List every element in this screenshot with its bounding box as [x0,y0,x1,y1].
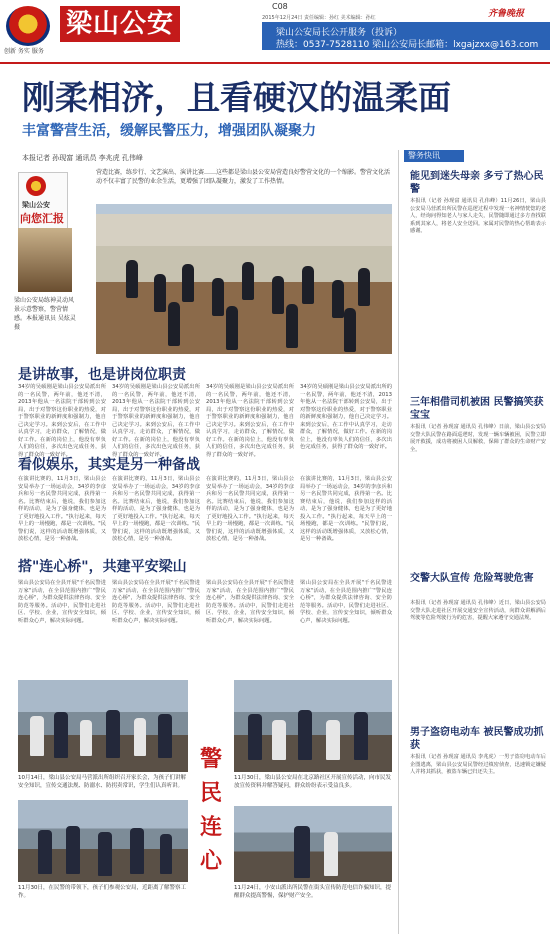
badge-icon [26,176,46,196]
photo-caption-2: 11月30日，梁山县公安局在北京路社区开展宣传活动，向市民发放宣传资料并解答疑问，群众纷纷表示受益良多。 [234,775,391,789]
subheadline: 丰富警营生活，缓解民警压力，增强团队凝聚力 [22,123,316,139]
masthead-info: 2015年12月24日 责任编辑：孙红 美术编辑：孙红 [262,15,376,21]
page-code: C08 [272,2,288,11]
byline: 本报记者 孙现富 通讯员 李兆虎 孔伟峰 [22,154,143,162]
section-logo: 梁山公安 [60,6,180,42]
newspaper-brand: 齐鲁晚报 [488,9,525,19]
section-text-3d: 梁山县公安局在全县开展"千名民警进万家"活动，在全县范围内推广"警民连心桥"，为群众提供法律咨询、安全防范等服务。活动中，民警们走进社区、学校、企业，宣传安全知识，倾听群众心声，解决实际问题。 [300,580,392,624]
section-text-2b: 在演讲比赛的，11月3日，梁山县公安局举办了一场运动会，34岁的李彦兵和另一名民警共同完成，获得第一名。比赛结束后，他说，我们参加这样的活动，是为了强身健体，也是为了更好地投入工作。"执行起来，每天早上的一场慢跑，都是一次训练。"民警们说，这样的活动既增强体质，又放松心情，是另一种备战。 [112,476,200,542]
sidebar-photo [18,228,72,292]
photo-caption-4: 11月30日，在民警的带领下，孩子们参观公安局，近距离了解警察工作。 [18,885,186,899]
slogan-char-3: 连 [199,814,222,840]
photo-street-campaign [234,806,392,882]
news-title-3: 交警大队宣传 危险驾驶危害 [410,573,534,584]
news-text-4: 本报讯（记者 孙现富 通讯员 李兆虎）一男子盗窃电动车后企图逃离，梁山县公安局民警经过缜密侦查，迅速锁定嫌疑人并将其抓获，被盗车辆已归还失主。 [410,754,546,775]
slogan-char-1: 警 [199,746,222,772]
photo-community-event [234,680,392,772]
news-text-3: 本报讯（记者 孙现富 通讯员 孔伟峰）近日，梁山县公安局交警大队走进社区开展交通安全宣传活动，向群众讲解酒后驾驶等危险驾驶行为的危害，提醒大家遵守交通法规。 [410,600,546,621]
section-text-1a: 34岁的吴硕刚是梁山县公安局派出所的一名民警，两年前，他还不清，2013年他从一名法院干部转到公安局，出于对警察这份职业的热爱，对于警察职业的新鲜度和强制力，他自己决定学习。来到公安后，在工作中认真学习，走访群众，了解情况，做好工作。在新的岗位上，他没有辜负人们的信任，多次出色完成任务，获得了群众的一致好评。 [18,384,106,458]
section-text-1c: 34岁的吴硕刚是梁山县公安局派出所的一名民警，两年前，他还不清，2013年他从一名法院干部转到公安局，出于对警察这份职业的热爱，对于警察职业的新鲜度和强制力，他自己决定学习。来到公安后，在工作中认真学习，走访群众，了解情况，做好工作。在新的岗位上，他没有辜负人们的信任，多次出色完成任务，获得了群众的一致好评。 [206,384,294,458]
photo-caption-3: 11月24日，小安山派出所民警在街头宣传防范电信诈骗知识，提醒群众提高警惕，保护财产安全。 [234,885,391,899]
section-title-1: 是讲故事，也是讲岗位职责 [18,367,186,383]
column-divider [398,150,399,934]
photo-family-school [18,680,188,772]
sidebar-caption: 梁山公安局练神灵动风景示意警察，警营情感。本报通讯员 吴炫灵 摄 [14,297,76,331]
hotline-line2: 热线：0537-7528110 梁山公安局长邮箱：lxgajzxx@163.com [276,40,539,50]
hotline-bar [262,22,550,50]
section-text-2a: 在演讲比赛的，11月3日，梁山县公安局举办了一场运动会，34岁的李彦兵和另一名民警共同完成，获得第一名。比赛结束后，他说，我们参加这样的活动，是为了强身健体，也是为了更好地投入工作。"执行起来，每天早上的一场慢跑，都是一次训练。"民警们说，这样的活动既增强体质，又放松心情，是另一种备战。 [18,476,106,542]
news-text-2: 本报讯（记者 孙现富 通讯员 孔伟峰）日前，梁山县公安局交警大队民警在路面巡逻时，发现一辆车辆被困，民警立即展开救援，成功将被困人员解救，保障了群众的生命财产安全。 [410,424,546,453]
sidebar-subtitle: 向您汇报 [20,212,64,225]
section-text-2d: 在演讲比赛的，11月3日，梁山县公安局举办了一场运动会，34岁的李彦兵和另一名民警共同完成，获得第一名。比赛结束后，他说，我们参加这样的活动，是为了强身健体，也是为了更好地投入工作。"执行起来，每天早上的一场慢跑，都是一次训练。"民警们说，这样的活动既增强体质，又放松心情，是另一种备战。 [300,476,392,542]
news-title-1: 能见到迷失母亲 多亏了热心民警 [410,171,544,195]
section-text-2c: 在演讲比赛的，11月3日，梁山县公安局举办了一场运动会，34岁的李彦兵和另一名民警共同完成，获得第一名。比赛结束后，他说，我们参加这样的活动，是为了强身健体，也是为了更好地投入工作。"执行起来，每天早上的一场慢跑，都是一次训练。"民警们说，这样的活动既增强体质，又放松心情，是另一种备战。 [206,476,294,542]
section-text-3a: 梁山县公安局在全县开展"千名民警进万家"活动，在全县范围内推广"警民连心桥"，为群众提供法律咨询、安全防范等服务。活动中，民警们走进社区、学校、企业，宣传安全知识，倾听群众心声，解决实际问题。 [18,580,106,624]
photo-caption-1: 10月14日，梁山县公安局马营派出所组织召开家长会，为孩子们讲解安全知识，宣传交通法规、防溺水、防拐卖常识，学生们认真听讲。 [18,775,186,789]
slogan-char-4: 心 [199,848,222,874]
news-brief-tag: 警务快讯 [404,150,464,162]
section-text-3c: 梁山县公安局在全县开展"千名民警进万家"活动，在全县范围内推广"警民连心桥"，为群众提供法律咨询、安全防范等服务。活动中，民警们走进社区、学校、企业，宣传安全知识，倾听群众心声，解决实际问题。 [206,580,294,624]
headline: 刚柔相济，且看硬汉的温柔面 [22,78,451,117]
section-title-3: 搭"连心桥"，共建平安梁山 [18,559,187,575]
sidebar-title: 梁山公安 [22,201,50,209]
vertical-slogan [196,742,226,878]
police-emblem-icon [6,6,50,46]
news-title-4: 男子盗窃电动车 被民警成功抓获 [410,727,544,751]
section-title-2: 看似娱乐，其实是另一种备战 [18,457,200,473]
hotline-line1: 梁山公安局长公开服务（投诉） [276,28,403,38]
slogan-char-2: 民 [199,780,222,806]
section-text-1d: 34岁的吴硕刚是梁山县公安局派出所的一名民警，两年前，他还不清，2013年他从一名法院干部转到公安局，出于对警察这份职业的热爱，对于警察职业的新鲜度和强制力，他自己决定学习。来到公安后，在工作中认真学习，走访群众，了解情况，做好工作。在新的岗位上，他没有辜负人们的信任，多次出色完成任务，获得了群众的一致好评。 [300,384,392,450]
main-photo [96,204,392,354]
news-text-1: 本报讯（记者 孙现富 通讯员 孔伟峰）11月26日，梁山县公安局马营派出所民警在巡逻过程中发现一名神情恍惚的老人，经询问得知老人与家人走失，民警随即通过多方查找联系到其家人，将老人安全送回。家属对民警的热心帮助表示感谢。 [410,198,546,234]
main-photo-caption: 营造比赛，练步行、文艺演出、演讲比赛……这些都是梁山县公安局营造良好警营文化的一个缩影。警营文化活动不仅丰富了民警的业余生活，更增强了团队凝聚力，激发了工作热情。 [96,169,391,185]
photo-children-visit [18,800,188,882]
section-text-3b: 梁山县公安局在全县开展"千名民警进万家"活动，在全县范围内推广"警民连心桥"，为群众提供法律咨询、安全防范等服务。活动中，民警们走进社区、学校、企业，宣传安全知识，倾听群众心声，解决实际问题。 [112,580,200,624]
section-text-1b: 34岁的吴硕刚是梁山县公安局派出所的一名民警，两年前，他还不清，2013年他从一名法院干部转到公安局，出于对警察这份职业的热爱，对于警察职业的新鲜度和强制力，他自己决定学习。来到公安后，在工作中认真学习，走访群众，了解情况，做好工作。在新的岗位上，他没有辜负人们的信任，多次出色完成任务，获得了群众的一致好评。 [112,384,200,458]
masthead-rule [0,62,550,64]
news-title-2: 三年相借司机被困 民警搞笑获宝宝 [410,397,544,421]
masthead-slogan: 创新 务实 服务 [4,48,44,55]
